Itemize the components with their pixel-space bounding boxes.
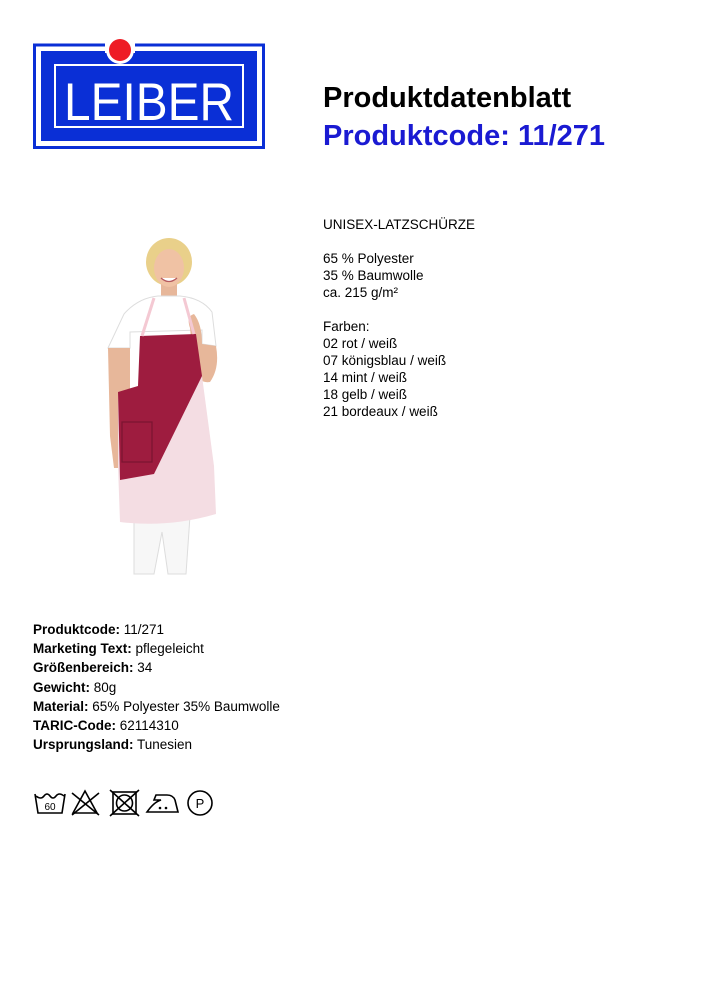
care-symbols — [33, 787, 218, 819]
leiber-logo — [33, 33, 265, 149]
spec-label: TARIC-Code: — [33, 718, 116, 734]
product-code-title: Produktcode: 11/271 — [323, 120, 606, 152]
spec-label: Größenbereich: — [33, 660, 134, 676]
logo-text: LEIBER — [64, 73, 234, 132]
spec-label: Produktcode: — [33, 622, 121, 637]
spec-value: 34 — [137, 660, 153, 676]
spec-row — [33, 658, 280, 677]
spec-row — [33, 639, 280, 658]
wash-temp: 60 — [44, 802, 56, 813]
page-title: Produktdatenblatt — [323, 82, 572, 114]
spec-label: Gewicht: — [33, 679, 91, 695]
spacer — [323, 233, 475, 250]
spec-row — [33, 716, 280, 735]
color-line: 14 mint / weiß — [323, 370, 408, 385]
spec-row — [33, 697, 280, 716]
care-p-letter: P — [195, 796, 205, 811]
spec-row — [33, 620, 280, 639]
iron-low-icon — [147, 795, 178, 812]
product-name: UNISEX-LATZSCHÜRZE — [323, 217, 476, 232]
spec-label: Material: — [33, 698, 89, 714]
color-line: 02 rot / weiß — [323, 336, 398, 351]
color-line: 21 bordeaux / weiß — [323, 404, 438, 419]
colors-label: Farben: — [323, 319, 370, 334]
spec-value: 65% Polyester 35% Baumwolle — [92, 698, 280, 714]
material-line: 35 % Baumwolle — [323, 268, 424, 283]
spec-list — [33, 620, 280, 754]
spec-row — [33, 735, 280, 754]
spec-value: 62114310 — [119, 718, 179, 734]
spec-value: 80g — [93, 679, 117, 695]
color-line: 18 gelb / weiß — [323, 387, 408, 402]
material-line: 65 % Polyester — [323, 251, 414, 266]
color-line: 07 königsblau / weiß — [323, 353, 447, 368]
material-line: ca. 215 g/m² — [323, 285, 399, 300]
no-bleach-icon — [72, 791, 99, 815]
spec-value: 11/271 — [123, 622, 165, 637]
spec-label: Ursprungsland: — [33, 737, 134, 753]
spec-row — [33, 678, 280, 697]
spec-value: Tunesien — [137, 737, 193, 753]
spec-value: pflegeleicht — [135, 641, 204, 657]
spec-label: Marketing Text: — [33, 641, 132, 657]
spacer — [323, 301, 475, 318]
product-description — [323, 216, 475, 420]
no-tumble-dry-icon — [110, 790, 139, 816]
product-photo — [98, 236, 223, 576]
